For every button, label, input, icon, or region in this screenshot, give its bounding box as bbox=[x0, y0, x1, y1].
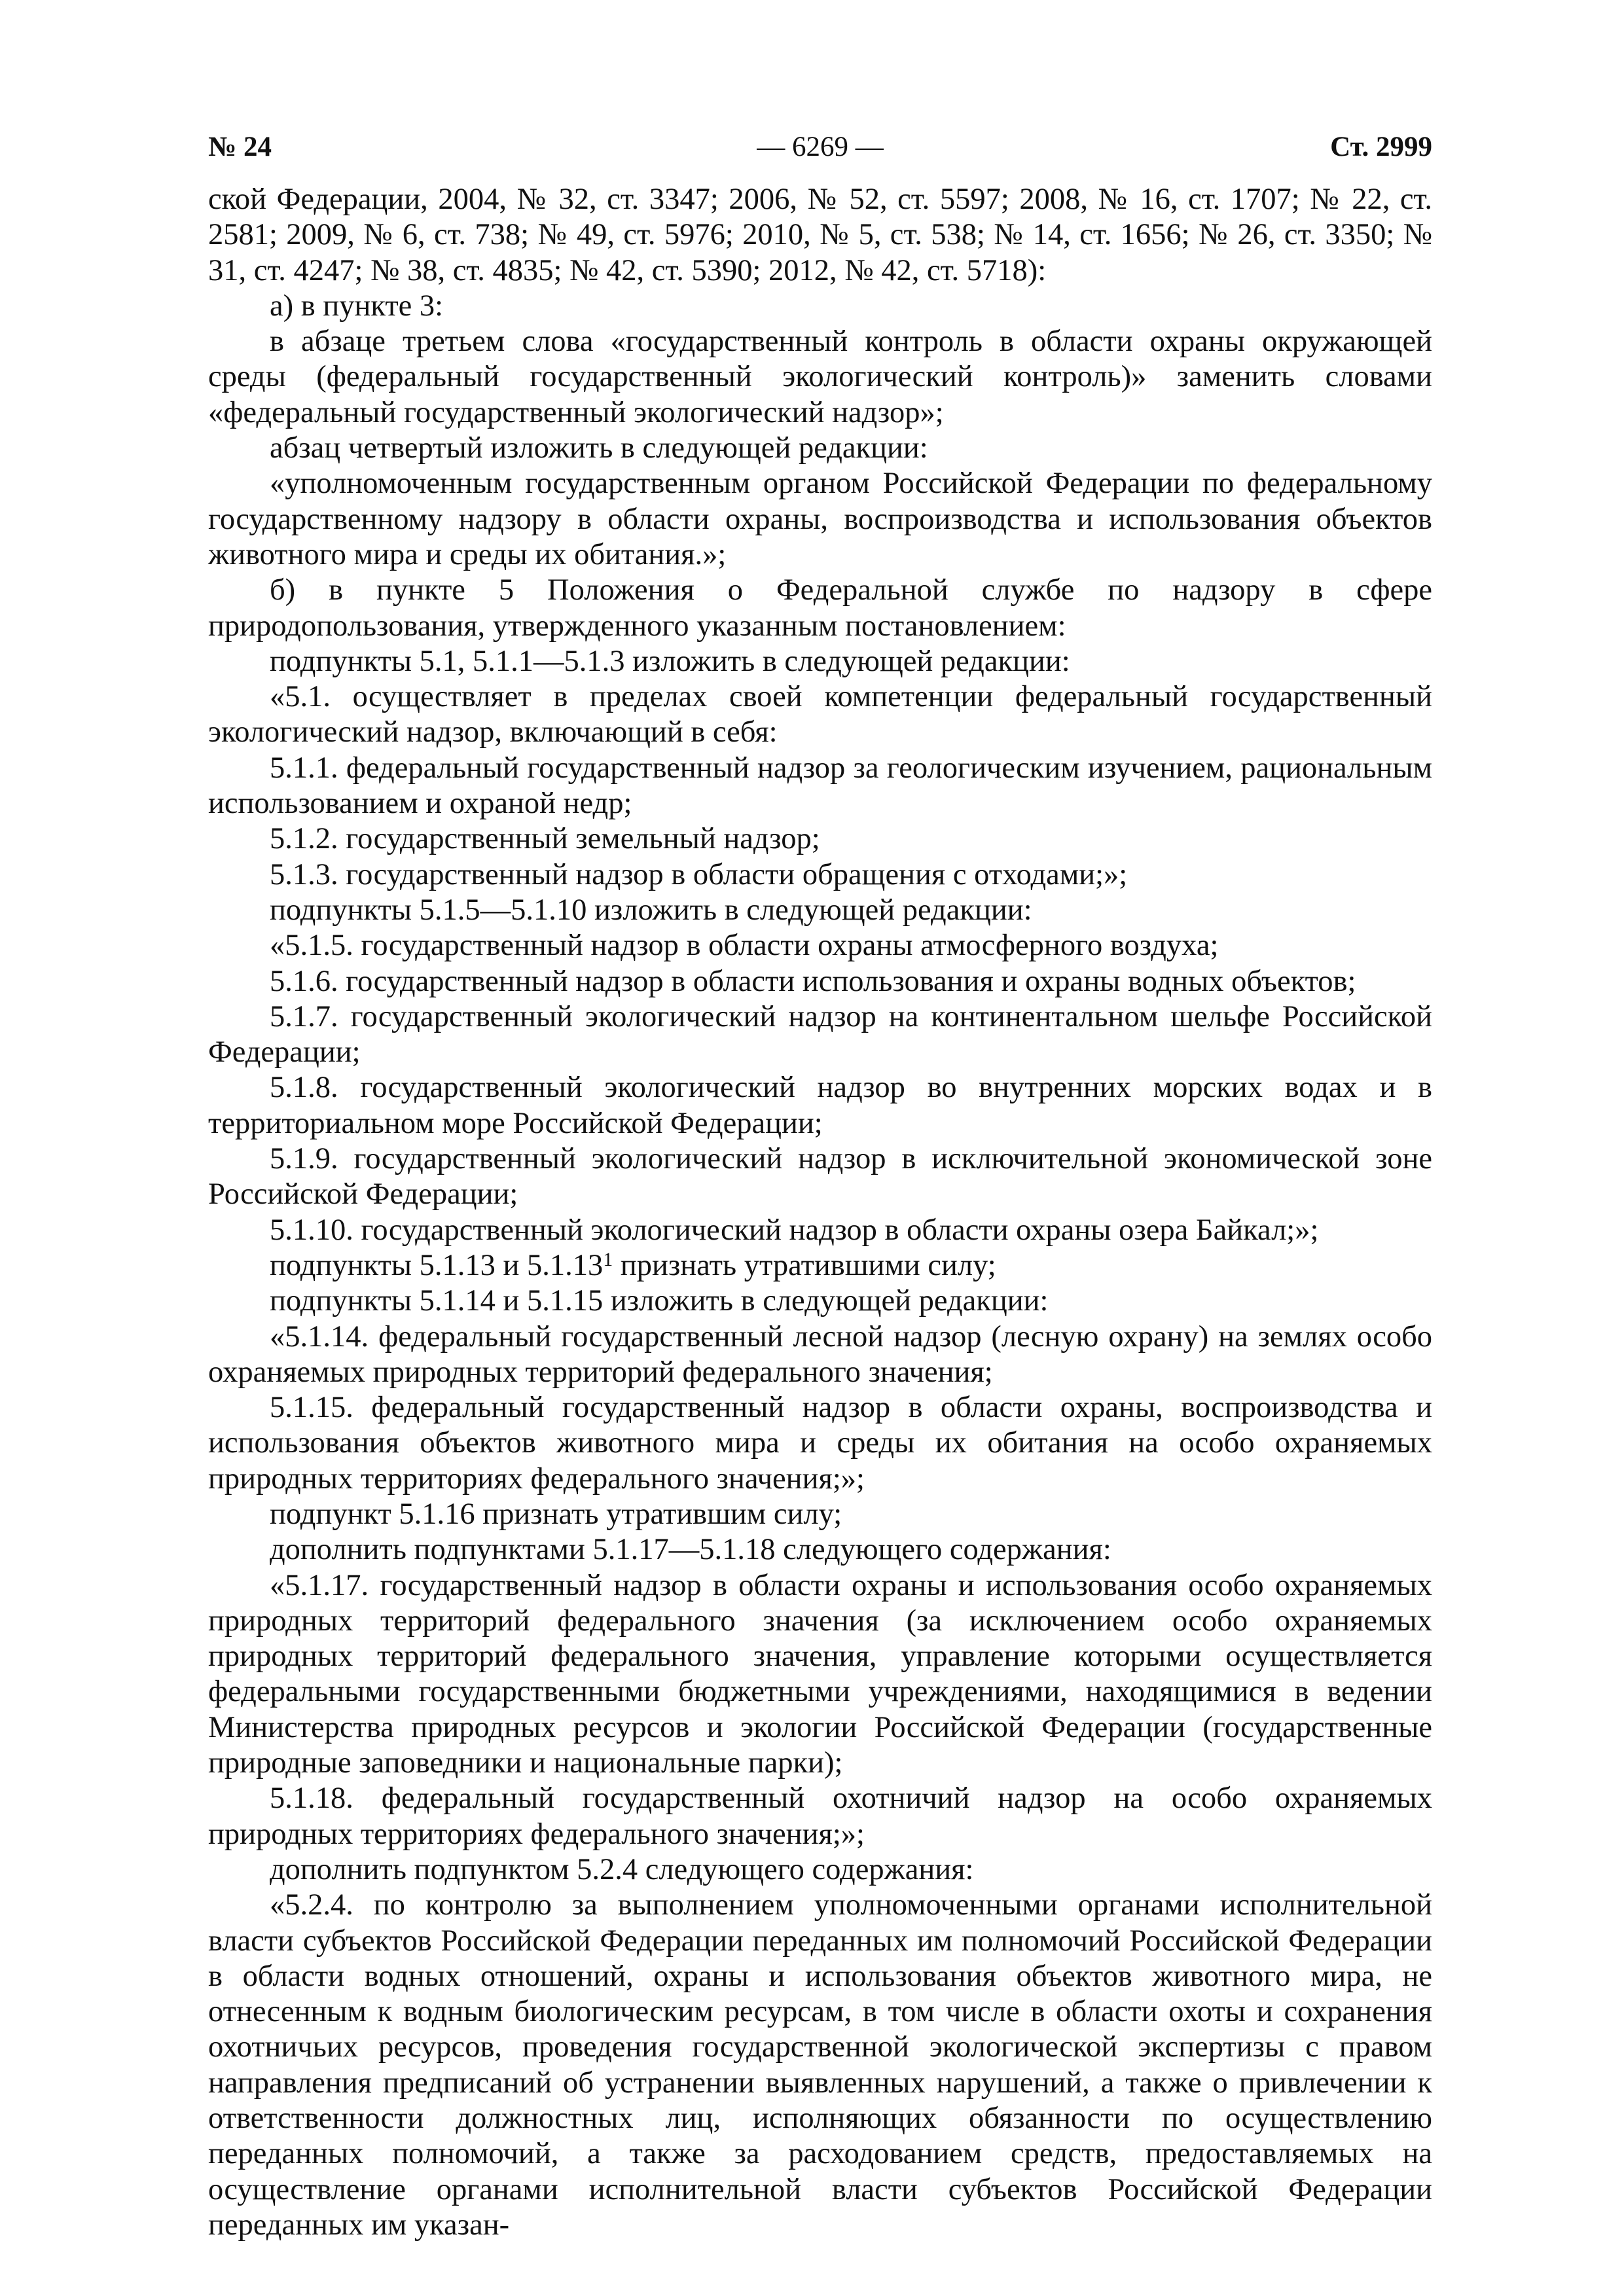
paragraph: «5.1.14. федеральный государственный лесной надзор (лесную охрану) на землях особо охраняемых природных территорий федерального значения; bbox=[208, 1319, 1432, 1389]
paragraph: «уполномоченным государственным органом Российской Федерации по федеральному государственному надзору в области охраны, воспроизводства и использования объектов животного мира и среды их обитания.»; bbox=[208, 467, 1432, 571]
paragraph: а) в пункте 3: bbox=[270, 289, 444, 323]
paragraph: подпункты 5.1, 5.1.1—5.1.3 изложить в следующей редакции: bbox=[270, 644, 1070, 678]
article-number: Ст. 2999 bbox=[1330, 132, 1432, 162]
paragraph: в абзаце третьем слова «государственный контроль в области охраны окружающей среды (федеральный государственный экологический контроль)» заменить словами «федеральный государственный экологический надзор»; bbox=[208, 325, 1432, 429]
paragraph: 5.1.2. государственный земельный надзор; bbox=[270, 822, 820, 856]
superscript-before: подпункты 5.1.13 и 5.1.13 bbox=[270, 1248, 604, 1282]
paragraph: подпункты 5.1.5—5.1.10 изложить в следующей редакции: bbox=[270, 893, 1032, 927]
paragraph: 5.1.10. государственный экологический надзор в области охраны озера Байкал;»; bbox=[270, 1213, 1319, 1247]
paragraph-superscript bbox=[208, 1248, 1432, 1283]
paragraph: подпункт 5.1.16 признать утратившим силу; bbox=[270, 1497, 842, 1531]
superscript-mark: 1 bbox=[603, 1248, 613, 1270]
paragraph: 5.1.15. федеральный государственный надзор в области охраны, воспроизводства и использования объектов животного мира и среды их обитания на особо охраняемых природных территориях федерального значения;»; bbox=[208, 1391, 1432, 1496]
paragraph: подпункты 5.1.14 и 5.1.15 изложить в следующей редакции: bbox=[270, 1284, 1049, 1318]
paragraph: «5.1.5. государственный надзор в области охраны атмосферного воздуха; bbox=[270, 929, 1219, 963]
paragraph: 5.1.9. государственный экологический надзор в исключительной экономической зоне Российской Федерации; bbox=[208, 1142, 1432, 1211]
paragraph: ской Федерации, 2004, № 32, ст. 3347; 2006, № 52, ст. 5597; 2008, № 16, ст. 1707; № 22, ст. 2581; 2009, № 6, ст. 738; № 49, ст. 5976; 2010, № 5, ст. 538; № 14, ст. 1656; № 26, ст. 3350; № 31, ст. 4247; № 38, ст. 4835; № 42, ст. 5390; 2012, № 42, ст. 5718): bbox=[208, 183, 1432, 287]
paragraph: б) в пункте 5 Положения о Федеральной службе по надзору в сфере природопользования, утвержденного указанным постановлением: bbox=[208, 573, 1432, 643]
paragraph: дополнить подпунктами 5.1.17—5.1.18 следующего содержания: bbox=[270, 1533, 1111, 1567]
paragraph: 5.1.8. государственный экологический надзор во внутренних морских водах и в территориальном море Российской Федерации; bbox=[208, 1071, 1432, 1140]
page-header bbox=[208, 131, 1432, 170]
paragraph: 5.1.6. государственный надзор в области использования и охраны водных объектов; bbox=[270, 964, 1356, 998]
paragraph: 5.1.7. государственный экологический надзор на континентальном шельфе Российской Федерации; bbox=[208, 999, 1432, 1069]
paragraph: дополнить подпунктом 5.2.4 следующего содержания: bbox=[270, 1852, 974, 1886]
page-number: — 6269 — bbox=[757, 132, 884, 162]
paragraph: 5.1.18. федеральный государственный охотничий надзор на особо охраняемых природных территориях федерального значения;»; bbox=[208, 1782, 1432, 1851]
paragraph: 5.1.1. федеральный государственный надзор за геологическим изучением, рациональным использованием и охраной недр; bbox=[208, 751, 1432, 821]
paragraph: абзац четвертый изложить в следующей редакции: bbox=[270, 431, 928, 465]
paragraph: 5.1.3. государственный надзор в области обращения с отходами;»; bbox=[270, 857, 1128, 891]
document-body bbox=[208, 182, 1432, 2243]
paragraph: «5.1.17. государственный надзор в области охраны и использования особо охраняемых природных территорий федерального значения (за исключением особо охраняемых природных территорий федерального значения, управление которыми осуществляется федеральными государственными бюджетными учреждениями, находящимися в ведении Министерства природных ресурсов и экологии Российской Федерации (государственные природные заповедники и национальные парки); bbox=[208, 1568, 1432, 1780]
paragraph: «5.1. осуществляет в пределах своей компетенции федеральный государственный экологический надзор, включающий в себя: bbox=[208, 680, 1432, 749]
superscript-after: признать утратившими силу; bbox=[613, 1248, 996, 1282]
issue-number: № 24 bbox=[208, 132, 272, 162]
paragraph: «5.2.4. по контролю за выполнением уполномоченными органами исполнительной власти субъектов Российской Федерации переданных им полномочий Российской Федерации в области водных отношений, охраны и использования объектов животного мира, не отнесенным к водным биологическим ресурсам, в том числе в области охоты и сохранения охотничьих ресурсов, проведения государственной экологической экспертизы с правом направления предписаний об устранении выявленных нарушений, а также о привлечении к ответственности должностных лиц, исполняющих обязанности по осуществлению переданных полномочий, а также за расходованием средств, предоставляемых на осуществление органами исполнительной власти субъектов Российской Федерации переданных им указан- bbox=[208, 1888, 1432, 2242]
